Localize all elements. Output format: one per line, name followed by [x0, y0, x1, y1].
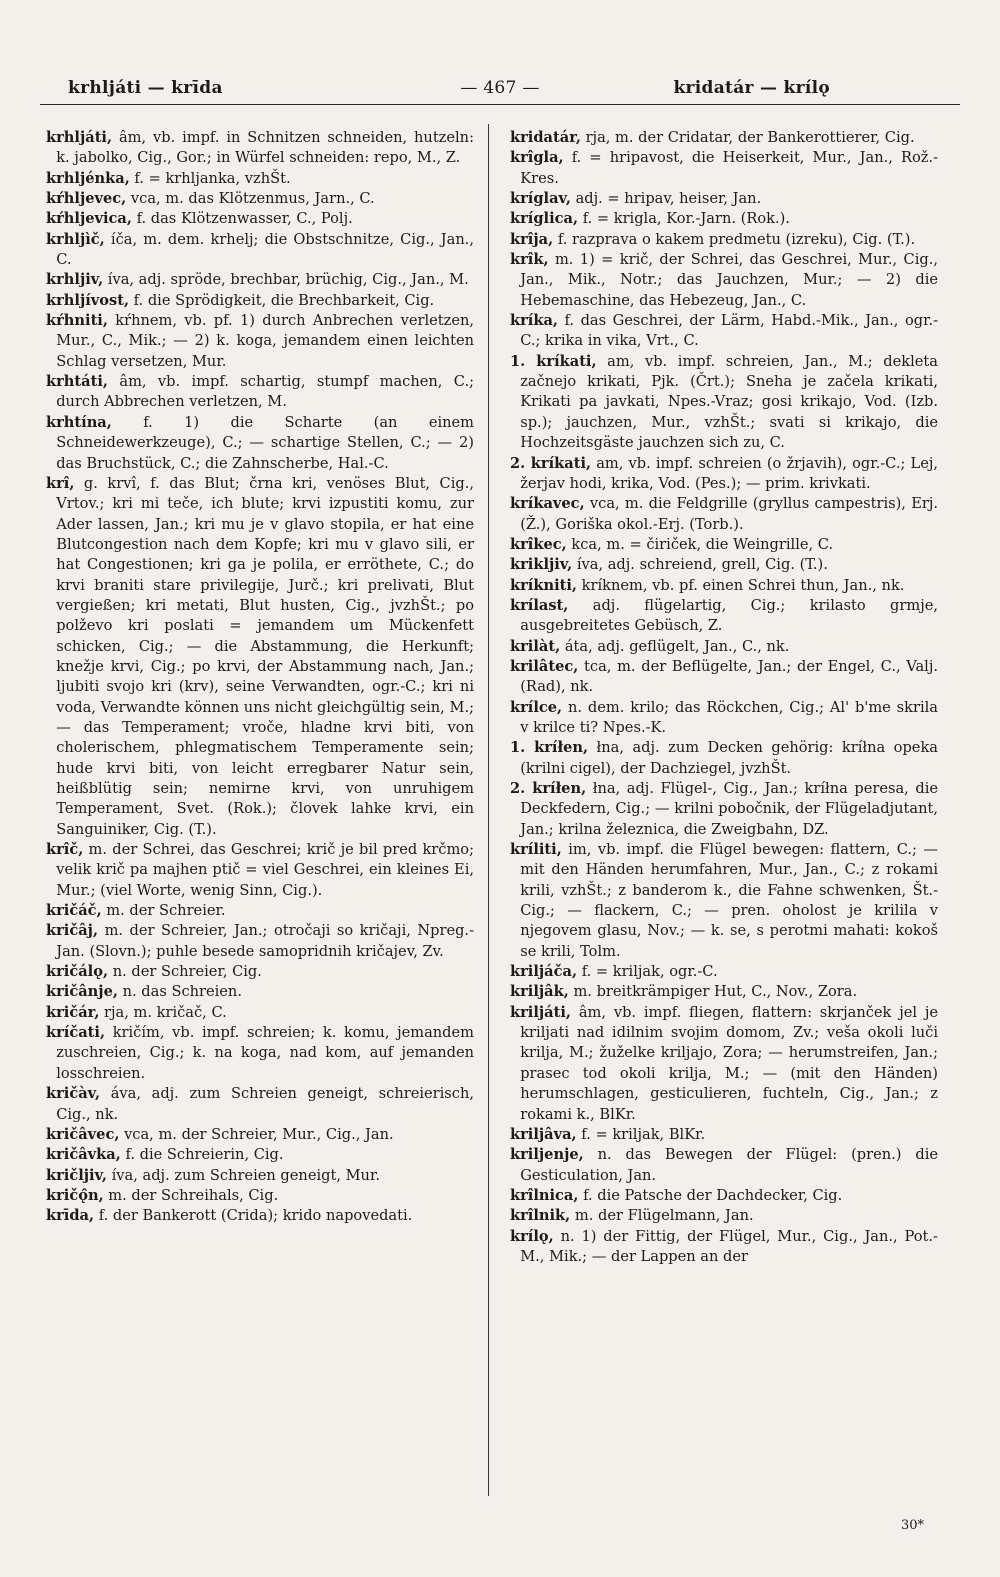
dictionary-entry	[510, 596, 938, 637]
page-header	[40, 74, 960, 105]
entry-headword: krílast,	[510, 596, 569, 614]
dictionary-entry	[46, 1145, 474, 1165]
dictionary-entry	[46, 1125, 474, 1145]
dictionary-entry	[510, 657, 938, 698]
entry-definition: kríknem, vb. pf. einen Schrei thun, Jan., nk.	[581, 576, 905, 594]
entry-definition: f. die Sprödigkeit, die Brechbarkeit, Cig.	[133, 291, 435, 309]
entry-headword: kričânje,	[46, 983, 118, 1001]
dictionary-entry	[510, 1003, 938, 1125]
entry-headword: kričàv,	[46, 1085, 101, 1103]
entry-definition: am, vb. impf. schreien (o žrjavih), ogr.-C.; Lej, žerjav hodi, krika, Vod. (Pes.); — prim. krivkati.	[520, 454, 938, 492]
entry-headword: kríglav,	[510, 190, 571, 208]
entry-headword: kríliti,	[510, 841, 562, 859]
entry-headword: kriljâva,	[510, 1125, 577, 1143]
dictionary-entry	[46, 1023, 474, 1084]
dictionary-entry	[510, 535, 938, 555]
column-divider	[488, 124, 489, 1496]
entry-headword: krhtáti,	[46, 373, 108, 391]
entry-definition: m. der Schreier.	[106, 902, 226, 920]
dictionary-entry	[510, 962, 938, 982]
entry-headword: kričálǫ,	[46, 963, 109, 981]
dictionary-entry	[510, 1206, 938, 1226]
entry-headword: krîlnik,	[510, 1207, 571, 1225]
entry-headword: krilàt,	[510, 637, 561, 655]
entry-definition: n. 1) der Fittig, der Flügel, Mur., Cig., Jan., Pot.-M., Mik.; — der Lappen an der	[520, 1227, 938, 1265]
entry-headword: kriljáča,	[510, 963, 578, 981]
entry-headword: krî,	[46, 474, 75, 492]
dictionary-entry	[46, 291, 474, 311]
entry-definition: f. das Klötzenwasser, C., Polj.	[136, 210, 353, 228]
printer-signature: 30*	[900, 1518, 924, 1533]
entry-definition: f. der Bankerott (Crida); krido napovedati.	[98, 1207, 413, 1225]
dictionary-entry	[510, 230, 938, 250]
entry-definition: n. der Schreier, Cig.	[112, 963, 262, 981]
entry-definition: kca, m. = čiriček, die Weingrille, C.	[571, 535, 834, 553]
left-column	[46, 128, 474, 1518]
entry-headword: krhljìč,	[46, 230, 105, 248]
dictionary-entry	[510, 250, 938, 311]
dictionary-entry	[510, 779, 938, 840]
entry-definition: íva, adj. spröde, brechbar, brüchig, Cig., Jan., M.	[107, 271, 469, 289]
entry-headword: kričljiv,	[46, 1166, 107, 1184]
entry-definition: am, vb. impf. schreien, Jan., M.; dekleta začnejo krikati, Pjk. (Črt.); Sneha je začela krikati, Krikati pa javkati, Npes.-Vraz; gosi krikajo, Vod. (Izb. sp.); jauchzen, Mur., vzhŠt.; svati si krikajo, die Hochzeitsgäste jauchzen sich zu, C.	[520, 352, 938, 452]
dictionary-entry	[510, 576, 938, 596]
entry-definition: rja, m. kričač, C.	[104, 1003, 227, 1021]
entry-definition: áva, adj. zum Schreien geneigt, schreierisch, Cig., nk.	[56, 1085, 474, 1123]
entry-definition: łna, adj. Flügel-, Cig., Jan.; kríłna peresa, die Deckfedern, Cig.; — krilni pobočnik, der Flügeladjutant, Jan.; krilna železnica, die Zweigbahn, DZ.	[520, 780, 938, 838]
dictionary-entry	[510, 128, 938, 148]
entry-definition: âm, vb. impf. in Schnitzen schneiden, hutzeln: k. jabolko, Cig., Gor.; in Würfel schneiden: repo, M., Z.	[56, 129, 474, 167]
dictionary-entry	[510, 494, 938, 535]
entry-definition: íča, m. dem. krhelj; die Obstschnitze, Cig., Jan., C.	[56, 230, 474, 269]
dictionary-entry	[46, 270, 474, 290]
dictionary-entry	[510, 209, 938, 229]
entry-headword: krhljívost,	[46, 291, 130, 309]
dictionary-entry	[46, 169, 474, 189]
entry-headword: kríka,	[510, 312, 558, 330]
entry-headword: kŕhniti,	[46, 312, 108, 330]
entry-definition: m. breitkrämpiger Hut, C., Nov., Zora.	[573, 983, 858, 1001]
dictionary-entry	[46, 230, 474, 271]
entry-definition: vca, m. die Feldgrille (gryllus campestris), Erj. (Ž.), Goriška okol.-Erj. (Torb.).	[520, 495, 938, 533]
dictionary-entry	[510, 738, 938, 779]
entry-headword: kridatár,	[510, 129, 581, 146]
entry-definition: f. das Geschrei, der Lärm, Habd.-Mik., Jan., ogr.-C.; krika in vika, Vrt., C.	[520, 312, 938, 350]
entry-definition: f. = kriljak, BlKr.	[581, 1125, 706, 1143]
entry-definition: kŕhnem, vb. pf. 1) durch Anbrechen verletzen, Mur., C., Mik.; — 2) k. koga, jemandem einen leichten Schlag versetzen, Mur.	[56, 312, 474, 370]
entry-headword: kriljáti,	[510, 1003, 571, 1021]
dictionary-entry	[510, 637, 938, 657]
entry-definition: m. der Flügelmann, Jan.	[574, 1207, 754, 1225]
dictionary-entry	[510, 1145, 938, 1186]
entry-headword: kričár,	[46, 1003, 100, 1021]
entry-definition: m. der Schrei, das Geschrei; krič je bil pred krčmo; velik krič pa majhen ptič = viel Geschrei, ein kleines Ei, Mur.; (viel Worte, wenig Sinn, Cig.).	[56, 841, 474, 899]
entry-headword: krîkec,	[510, 535, 567, 553]
entry-headword: krilâtec,	[510, 657, 579, 675]
entry-headword: kríkniti,	[510, 576, 577, 594]
entry-definition: tca, m. der Beflügelte, Jan.; der Engel, C., Valj. (Rad), nk.	[520, 657, 938, 696]
dictionary-entry	[510, 555, 938, 575]
entry-definition: łna, adj. zum Decken gehörig: kríłna opeka (krilni cigel), der Dachziegel, jvzhŠt.	[520, 739, 938, 777]
entry-headword: krīda,	[46, 1207, 95, 1225]
dictionary-entry	[510, 148, 938, 189]
dictionary-entry	[46, 982, 474, 1002]
entry-headword: kríkavec,	[510, 495, 585, 513]
right-column	[510, 128, 938, 1518]
entry-definition: vca, m. der Schreier, Mur., Cig., Jan.	[124, 1125, 394, 1143]
entry-definition: m. der Schreier, Jan.; otročaji so kričaji, Npreg.-Jan. (Slovn.); puhle besede samopridnih kričajev, Zv.	[56, 922, 474, 960]
dictionary-entry	[46, 311, 474, 372]
entry-headword: kričâj,	[46, 922, 99, 940]
entry-definition: f. die Patsche der Dachdecker, Cig.	[583, 1186, 843, 1204]
entry-headword: kríčati,	[46, 1024, 106, 1042]
entry-headword: krîgla,	[510, 149, 564, 167]
entry-headword: kričâvka,	[46, 1146, 121, 1164]
dictionary-entry	[46, 901, 474, 921]
entry-headword: krîč,	[46, 841, 84, 859]
entry-definition: f. die Schreierin, Cig.	[125, 1146, 284, 1164]
dictionary-entry	[46, 209, 474, 229]
dictionary-entry	[46, 962, 474, 982]
entry-definition: adj. = hripav, heiser, Jan.	[575, 190, 762, 208]
dictionary-entry	[510, 352, 938, 454]
entry-headword: kŕhljevica,	[46, 210, 132, 228]
dictionary-entry	[46, 474, 474, 840]
entry-headword: kríglica,	[510, 210, 579, 228]
dictionary-entry	[46, 1166, 474, 1186]
dictionary-entry	[46, 128, 474, 169]
entry-headword: krílǫ,	[510, 1227, 554, 1245]
dictionary-entry	[46, 1003, 474, 1023]
entry-headword: krîja,	[510, 230, 554, 248]
entry-headword: krhljáti,	[46, 129, 113, 146]
entry-headword: kŕhljevec,	[46, 190, 127, 208]
entry-definition: m. 1) = krič, der Schrei, das Geschrei, Mur., Cig., Jan., Mik., Notr.; das Jauchzen, Mur.; — 2) die Hebemaschine, das Hebezeug, Jan., C.	[520, 251, 938, 309]
entry-headword: 2. kríkati,	[510, 454, 592, 472]
entry-definition: áta, adj. geflügelt, Jan., C., nk.	[564, 637, 790, 655]
entry-definition: adj. flügelartig, Cig.; krilasto grmje, ausgebreitetes Gebüsch, Z.	[520, 596, 938, 635]
entry-headword: krîlnica,	[510, 1186, 579, 1204]
entry-definition: vca, m. das Klötzenmus, Jarn., C.	[130, 190, 375, 208]
dictionary-entry	[510, 840, 938, 962]
entry-definition: n. das Bewegen der Flügel: (pren.) die Gesticulation, Jan.	[520, 1146, 938, 1184]
dictionary-entry	[510, 311, 938, 352]
entry-definition: íva, adj. schreiend, grell, Cig. (T.).	[576, 556, 828, 574]
entry-definition: n. das Schreien.	[122, 983, 242, 1001]
dictionary-entry	[46, 1186, 474, 1206]
entry-headword: kričǫ̂n,	[46, 1186, 104, 1204]
entry-headword: krhtína,	[46, 413, 112, 431]
entry-definition: f. = hripavost, die Heiserkeit, Mur., Jan., Rož.-Kres.	[520, 149, 938, 187]
entry-definition: âm, vb. impf. fliegen, flattern: skrjanček jel je kriljati nad idilnim svojim domom, Zv.; veša okoli luči krilja, M.; žuželke kriljajo, Zora; — herumstreifen, Jan.; prasec tod okoli krilja, M.; — (mit den Händen) herumschlagen, gesticulieren, fuchteln, Cig., Jan.; z rokami k., BlKr.	[520, 1003, 938, 1123]
entry-headword: krílce,	[510, 698, 563, 716]
dictionary-entry	[510, 698, 938, 739]
dictionary-entry	[510, 1186, 938, 1206]
dictionary-entry	[46, 921, 474, 962]
dictionary-entry	[46, 1206, 474, 1226]
dictionary-entry	[510, 1125, 938, 1145]
dictionary-entry	[510, 454, 938, 495]
entry-headword: krhljiv,	[46, 271, 104, 289]
dictionary-entry	[46, 1084, 474, 1125]
entry-headword: 2. kríłen,	[510, 780, 587, 797]
entry-headword: kričáč,	[46, 902, 102, 920]
entry-headword: krikljiv,	[510, 556, 573, 574]
entry-headword: 1. kríłen,	[510, 739, 589, 757]
entry-definition: f. = krigla, Kor.-Jarn. (Rok.).	[582, 210, 790, 228]
entry-definition: âm, vb. impf. schartig, stumpf machen, C.; durch Abbrechen verletzen, M.	[56, 373, 474, 411]
dictionary-entry	[46, 189, 474, 209]
entry-definition: im, vb. impf. die Flügel bewegen: flattern, C.; — mit den Händen herumfahren, Mur., Jan., C.; z rokami krili, vzhŠt.; z banderom k., die Fahne schwenken, Št.-Cig.; — flackern, C.; — pren. oholost je krilila v njegovem glasu, Nov.; — k. se, s perotmi mahati: kokoš se krili, Tolm.	[520, 841, 938, 960]
entry-definition: f. = kriljak, ogr.-C.	[581, 963, 718, 981]
dictionary-entry	[510, 189, 938, 209]
dictionary-entry	[510, 982, 938, 1002]
entry-definition: g. krvî, f. das Blut; črna kri, venöses Blut, Cig., Vrtov.; kri mi teče, ich blute; krvi izpustiti komu, zur Ader lassen, Jan.; kri mu je v glavo stopila, er hat eine Blutcongestion nach dem Kopfe; kri mu v glavo sili, er hat Congestionen; kri ga je polila, er erröthete, C.; do krvi braniti stare privilegije, Jurč.; kri prelivati, Blut vergießen; kri metati, Blut husten, Cig., jvzhŠt.; po polževo kri poslati = jemandem um Mückenfett schicken, Cig.; — die Abstammung, die Herkunft; knežje krvi, Cig.; po krvi, der Abstammung nach, Jan.; ljubiti svojo kri (krv), seine Verwandten, ogr.-C.; kri ni voda, Verwandte können uns nicht gleichgültig sein, M.; — das Temperament; vroče, hladne krvi biti, von cholerischem, phlegmatischem Temperamente sein; hude krvi biti, von leicht erregbarer Natur sein, heißblütig sein; nemirne krvi, von unruhigem Temperament, Svet. (Rok.); človek lahke krvi, ein Sanguiniker, Cig. (T.).	[56, 474, 474, 838]
entry-definition: f. razprava o kakem predmetu (izreku), Cig. (T.).	[557, 230, 916, 248]
entry-definition: n. dem. krilo; das Röckchen, Cig.; Al' b'me skrila v krilce ti? Npes.-K.	[520, 698, 938, 736]
entry-headword: kriljenje,	[510, 1146, 584, 1164]
entry-definition: rja, m. der Cridatar, der Bankerottierer, Cig.	[585, 129, 915, 146]
page-number: — 467 —	[460, 78, 540, 98]
header-right-guideword: kridatár — krílǫ	[673, 78, 830, 98]
dictionary-entry	[46, 840, 474, 901]
dictionary-entry	[46, 372, 474, 413]
entry-definition: f. = krhljanka, vzhŠt.	[134, 169, 291, 187]
entry-headword: 1. kríkati,	[510, 352, 597, 370]
entry-headword: kričâvec,	[46, 1125, 120, 1143]
entry-definition: íva, adj. zum Schreien geneigt, Mur.	[111, 1166, 380, 1184]
entry-definition: kričím, vb. impf. schreien; k. komu, jemandem zuschreien, Cig.; k. na koga, nad kom, auf jemanden losschreien.	[56, 1024, 474, 1082]
dictionary-entry	[46, 413, 474, 474]
dictionary-entry	[510, 1227, 938, 1268]
entry-headword: krhljénka,	[46, 169, 130, 187]
entry-definition: m. der Schreihals, Cig.	[108, 1186, 279, 1204]
entry-headword: krîk,	[510, 251, 549, 269]
header-left-guideword: krhljáti — krīda	[68, 78, 223, 98]
entry-definition: f. 1) die Scharte (an einem Schneidewerkzeuge), C.; — schartige Stellen, C.; — 2) das Bruchstück, C.; die Zahnscherbe, Hal.-C.	[56, 413, 474, 472]
entry-headword: kriljâk,	[510, 983, 569, 1001]
